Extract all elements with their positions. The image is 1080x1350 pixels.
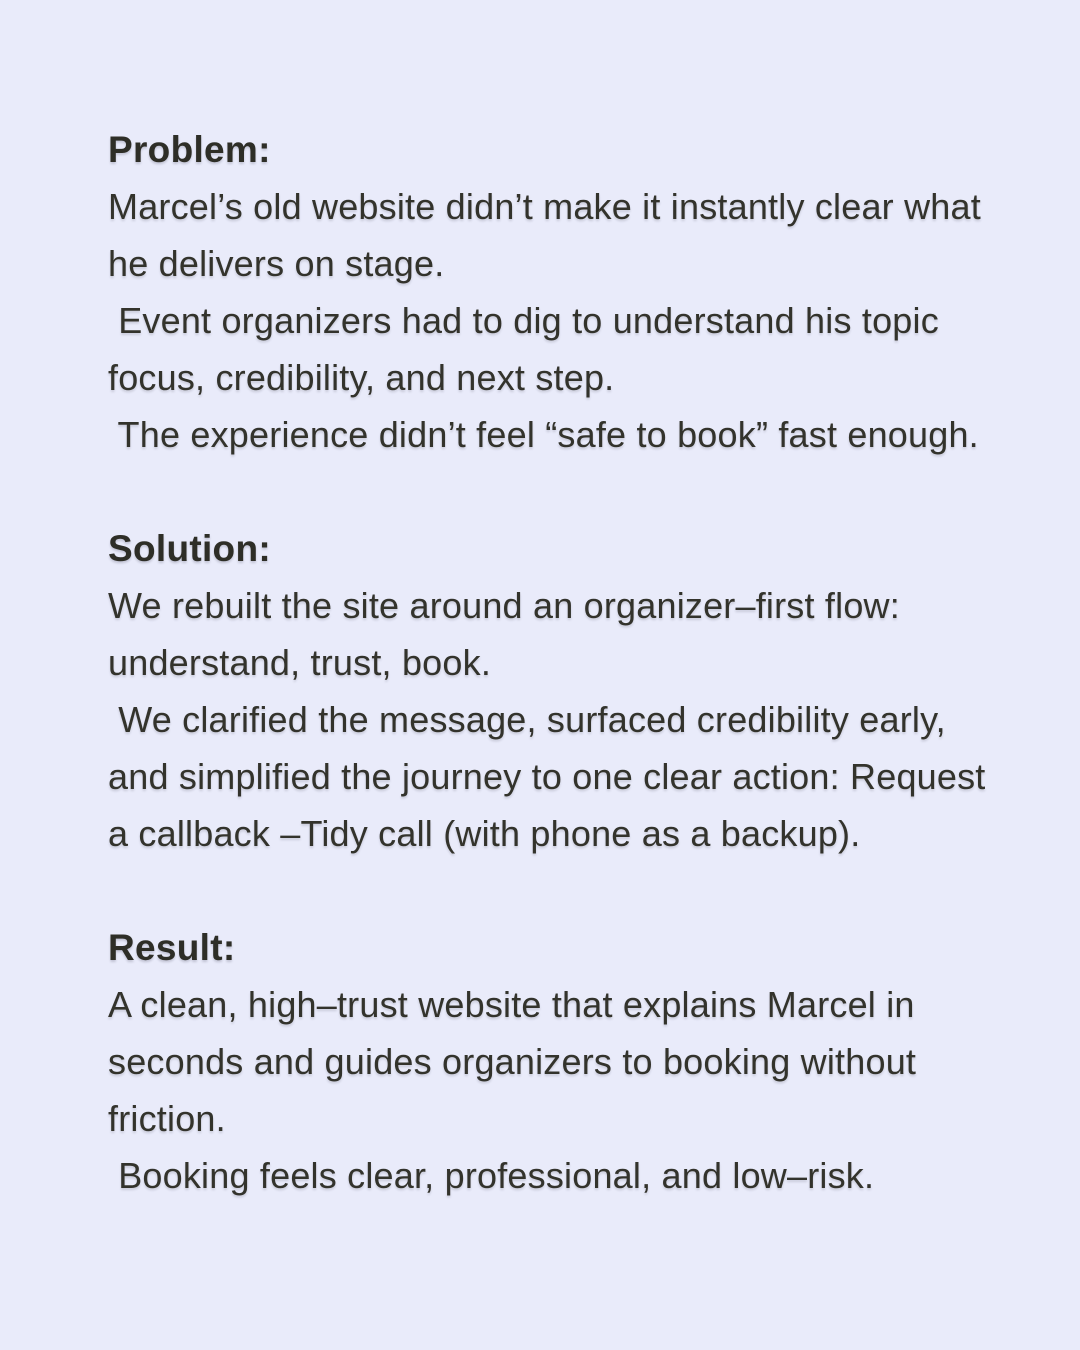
result-line: A clean, high–trust website that explains Marcel in	[108, 984, 915, 1025]
solution-line: understand, trust, book.	[108, 642, 492, 683]
section-result	[108, 919, 986, 1204]
solution-line: and simplified the journey to one clear action: Request	[108, 756, 986, 797]
problem-line: Marcel’s old website didn’t make it instantly clear what	[108, 186, 981, 227]
result-line: seconds and guides organizers to booking without	[108, 1041, 917, 1082]
solution-line: We rebuilt the site around an organizer–first flow:	[108, 585, 900, 626]
solution-heading: Solution:	[108, 528, 271, 569]
problem-line: Event organizers had to dig to understand his topic	[108, 300, 939, 341]
problem-line: The experience didn’t feel “safe to book” fast enough.	[108, 414, 979, 455]
result-line: Booking feels clear, professional, and low–risk.	[108, 1155, 875, 1196]
solution-line: a callback –Tidy call (with phone as a backup).	[108, 813, 861, 854]
section-problem	[108, 121, 986, 463]
section-solution	[108, 520, 986, 862]
problem-line: focus, credibility, and next step.	[108, 357, 615, 398]
solution-line: We clarified the message, surfaced credibility early,	[108, 699, 946, 740]
problem-heading: Problem:	[108, 129, 271, 170]
result-heading: Result:	[108, 927, 236, 968]
problem-line: he delivers on stage.	[108, 243, 445, 284]
text-content	[108, 121, 986, 1204]
result-line: friction.	[108, 1098, 226, 1139]
